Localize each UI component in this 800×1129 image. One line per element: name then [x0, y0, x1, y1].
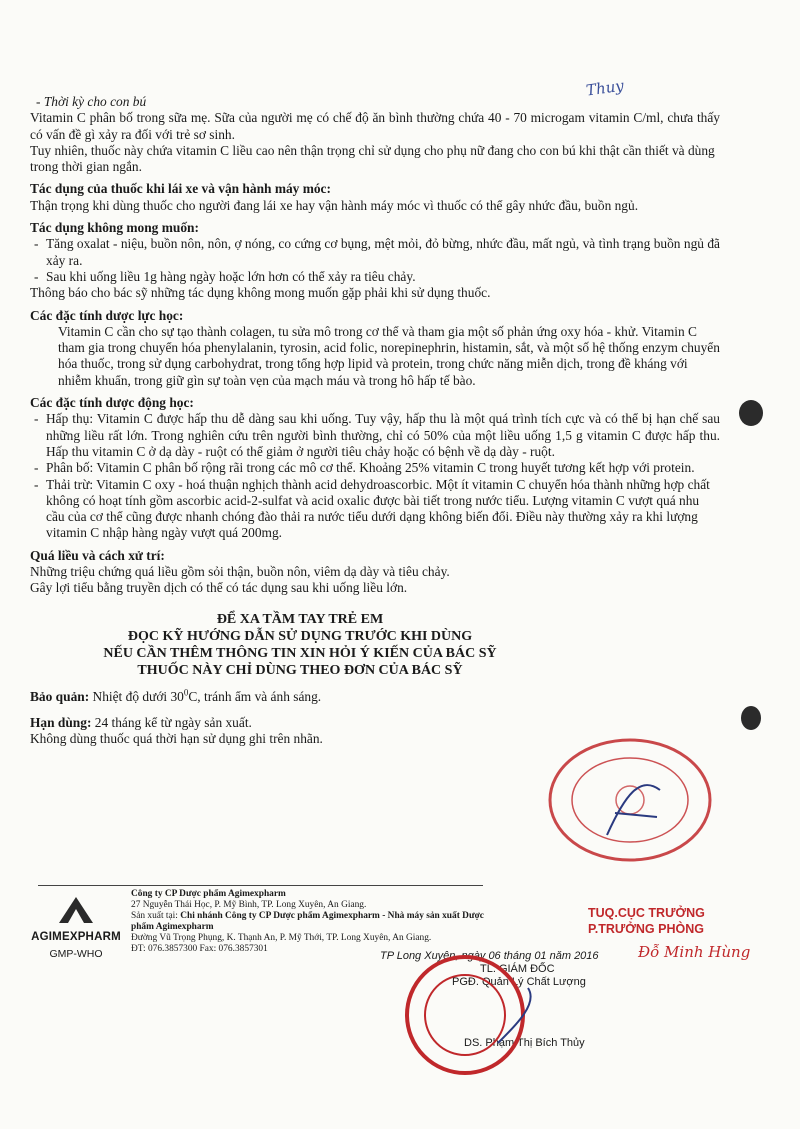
company-phone: ĐT: 076.3857300 Fax: 076.3857301: [131, 944, 268, 954]
overdose-heading: Quá liều và cách xử trí:: [30, 547, 165, 563]
warning-block: [30, 611, 720, 679]
list-item: - Phân bố: Vitamin C phân bố rộng rãi trong các mô cơ thể. Khoảng 25% vitamin C trong huyết tương kết hợp với protein.: [30, 460, 720, 476]
approval-name: Đỗ Minh Hùng: [638, 943, 751, 961]
section-overdose: [30, 548, 720, 597]
lactation-line-2: Tuy nhiên, thuốc này chứa vitamin C liều cao nên thận trọng chỉ sử dụng cho phụ nữ đang cho con bú khi thật cần thiết và dùng trong thời gian ngắn.: [30, 142, 715, 175]
handwritten-initials: Thuy: [584, 76, 625, 100]
storage-text-after: C, tránh ẩm và ánh sáng.: [188, 688, 322, 704]
leaflet-content: [30, 94, 720, 748]
lactation-subheading: Thời kỳ cho con bú: [43, 94, 147, 109]
expiry-label: Hạn dùng:: [30, 714, 92, 730]
punch-hole-bottom: [741, 706, 761, 730]
lactation-line-1: Vitamin C phân bố trong sữa mẹ. Sữa của người mẹ có chế độ ăn bình thường chứa 40 - 70 microgam vitamin C/ml, chưa thấy có vấn đề gì xảy ra đối với trẻ sơ sinh.: [30, 110, 720, 142]
storage-line: [30, 689, 720, 705]
driving-text: Thận trọng khi dùng thuốc cho người đang lái xe hay vận hành máy móc vì thuốc có thể gây nhức đầu, buồn ngủ.: [30, 197, 639, 213]
list-item: - Tăng oxalat - niệu, buồn nôn, nôn, ợ nóng, co cứng cơ bụng, mệt mỏi, đỏ bừng, nhức đầu, mất ngủ, và tình trạng buồn ngủ đã xảy ra.: [30, 236, 720, 269]
punch-hole-top: [739, 400, 763, 426]
warning-line-2: ĐỌC KỸ HƯỚNG DẪN SỬ DỤNG TRƯỚC KHI DÙNG: [127, 628, 473, 644]
driving-heading: Tác dụng của thuốc khi lái xe và vận hành máy móc:: [30, 181, 331, 197]
company-info: [131, 889, 491, 955]
factory-label: Sản xuất tại:: [131, 911, 178, 921]
warning-line-1: ĐỂ XA TẦM TAY TRẺ EM: [216, 611, 384, 627]
signature-title-1: TL. GIÁM ĐỐC: [480, 963, 555, 975]
approval-line-1: TUQ.CỤC TRƯỞNG: [588, 906, 705, 920]
factory-address: Đường Vũ Trọng Phụng, K. Thạnh An, P. Mỹ Thới, TP. Long Xuyên, An Giang.: [131, 933, 432, 943]
side-effects-note: Thông báo cho bác sỹ những tác dụng không mong muốn gặp phải khi sử dụng thuốc.: [30, 285, 491, 301]
company-address: 27 Nguyễn Thái Học, P. Mỹ Bình, TP. Long Xuyên, An Giang.: [131, 900, 367, 910]
approval-line-2: P.TRƯỞNG PHÒNG: [588, 922, 704, 936]
section-pharmacokinetics: [30, 395, 720, 542]
signature-title-2: PGĐ. Quản Lý Chất Lượng: [452, 976, 586, 988]
approval-block: [588, 905, 778, 937]
company-stamp-icon: [378, 953, 553, 1078]
footer-divider: [38, 885, 483, 886]
agimexpharm-logo-icon: [55, 895, 97, 925]
section-driving: [30, 181, 720, 214]
expiry-text: 24 tháng kể từ ngày sản xuất.: [94, 714, 252, 730]
expiry-note: Không dùng thuốc quá thời hạn sử dụng ghi trên nhãn.: [30, 731, 323, 747]
overdose-line-2: Gây lợi tiểu bằng truyền dịch có thể có tác dụng sau khi uống liều lớn.: [30, 580, 408, 596]
section-pharmacodynamics: [30, 308, 720, 389]
warning-line-4: THUỐC NÀY CHỈ DÙNG THEO ĐƠN CỦA BÁC SỸ: [137, 662, 463, 678]
warning-line-3: NẾU CẦN THÊM THÔNG TIN XIN HỎI Ý KIẾN CỦA BÁC SỸ: [103, 645, 497, 661]
overdose-line-1: Những triệu chứng quá liều gồm sỏi thận, buồn nôn, viêm dạ dày và tiêu chảy.: [30, 564, 450, 580]
signature-place-date: TP Long Xuyên, ngày 06 tháng 01 năm 2016: [380, 950, 599, 962]
storage-text-before: Nhiệt độ dưới 30: [92, 688, 184, 704]
side-effects-list: [30, 236, 720, 285]
list-item: - Hấp thụ: Vitamin C được hấp thu dễ dàng sau khi uống. Tuy vậy, hấp thu là một quá trình tích cực và có thể bị hạn chế sau những liều rất lớn. Trong nghiên cứu trên người bình thường, chỉ có 50% của một liều uống 1,5 g vitamin C được hấp thu. Hấp thu vitamin C ở dạ dày - ruột có thể giảm ở người tiêu chảy hoặc có bệnh về dạ dày - ruột.: [30, 411, 720, 460]
list-item: - Thải trừ: Vitamin C oxy - hoá thuận nghịch thành acid dehydroascorbic. Một ít vitamin C chuyển hóa thành những hợp chất không có hoạt tính gồm ascorbic acid-2-sulfat và acid oxalic được bài tiết trong nước tiểu. Lượng vitamin C vượt quá nhu cầu của cơ thể cũng được nhanh chóng đào thải ra nước tiểu dưới dạng không biến đổi. Điều này thường xảy ra khi lượng vitamin C nhập hàng ngày vượt quá 200mg.: [30, 477, 720, 542]
pharmacokinetics-list: [30, 411, 720, 541]
expiry-line: [30, 715, 720, 731]
list-item: - Sau khi uống liều 1g hàng ngày hoặc lớn hơn có thể xảy ra tiêu chảy.: [30, 269, 720, 285]
logo-name: AGIMEXPHARM: [31, 931, 121, 944]
signature-signer: DS. Phạm Thị Bích Thủy: [464, 1037, 585, 1049]
pharmacodynamics-text: Vitamin C cần cho sự tạo thành colagen, tu sửa mô trong cơ thể và tham gia một số phản ứng oxy hóa - khử. Vitamin C tham gia trong chuyển hóa phenylalanin, tyrosin, acid folic, norepinephrin, histamin, sắt, và một số hệ thống enzym chuyển hóa thuốc, trong sử dụng carbohydrat, trong tổng hợp lipid và protein, trong chức năng miễn dịch, trong đề kháng với nhiễm khuẩn, trong giữ gìn sự toàn vẹn của mạch máu và trong hô hấp tế bào.: [58, 323, 720, 388]
section-side-effects: [30, 220, 720, 301]
section-lactation: - Thời kỳ cho con bú Vitamin C phân bố trong sữa mẹ. Sữa của người mẹ có chế độ ăn bình thường chứa 40 - 70 microgam vitamin C/ml, chưa thấy có vấn đề gì xảy ra đối với trẻ sơ sinh. Tuy nhiên, thuốc này chứa vitamin C liều cao nên thận trọng chỉ sử dụng cho phụ nữ đang cho con bú khi thật cần thiết và dùng trong thời gian ngắn.: [30, 94, 720, 175]
storage-label: Bảo quản:: [30, 688, 90, 704]
company-logo: [26, 895, 126, 962]
side-effects-heading: Tác dụng không mong muốn:: [30, 220, 199, 236]
company-name: Công ty CP Dược phẩm Agimexpharm: [131, 889, 286, 899]
ministry-stamp-icon: [545, 735, 715, 865]
pharmacokinetics-heading: Các đặc tính dược động học:: [30, 395, 194, 411]
storage-degree: 0: [183, 687, 189, 698]
logo-gmp: GMP-WHO: [49, 947, 103, 960]
factory-name: Chi nhánh Công ty CP Dược phẩm Agimexpharm - Nhà máy sản xuất Dược phẩm Agimexpharm: [131, 911, 484, 932]
pharmacodynamics-heading: Các đặc tính dược lực học:: [30, 307, 184, 323]
